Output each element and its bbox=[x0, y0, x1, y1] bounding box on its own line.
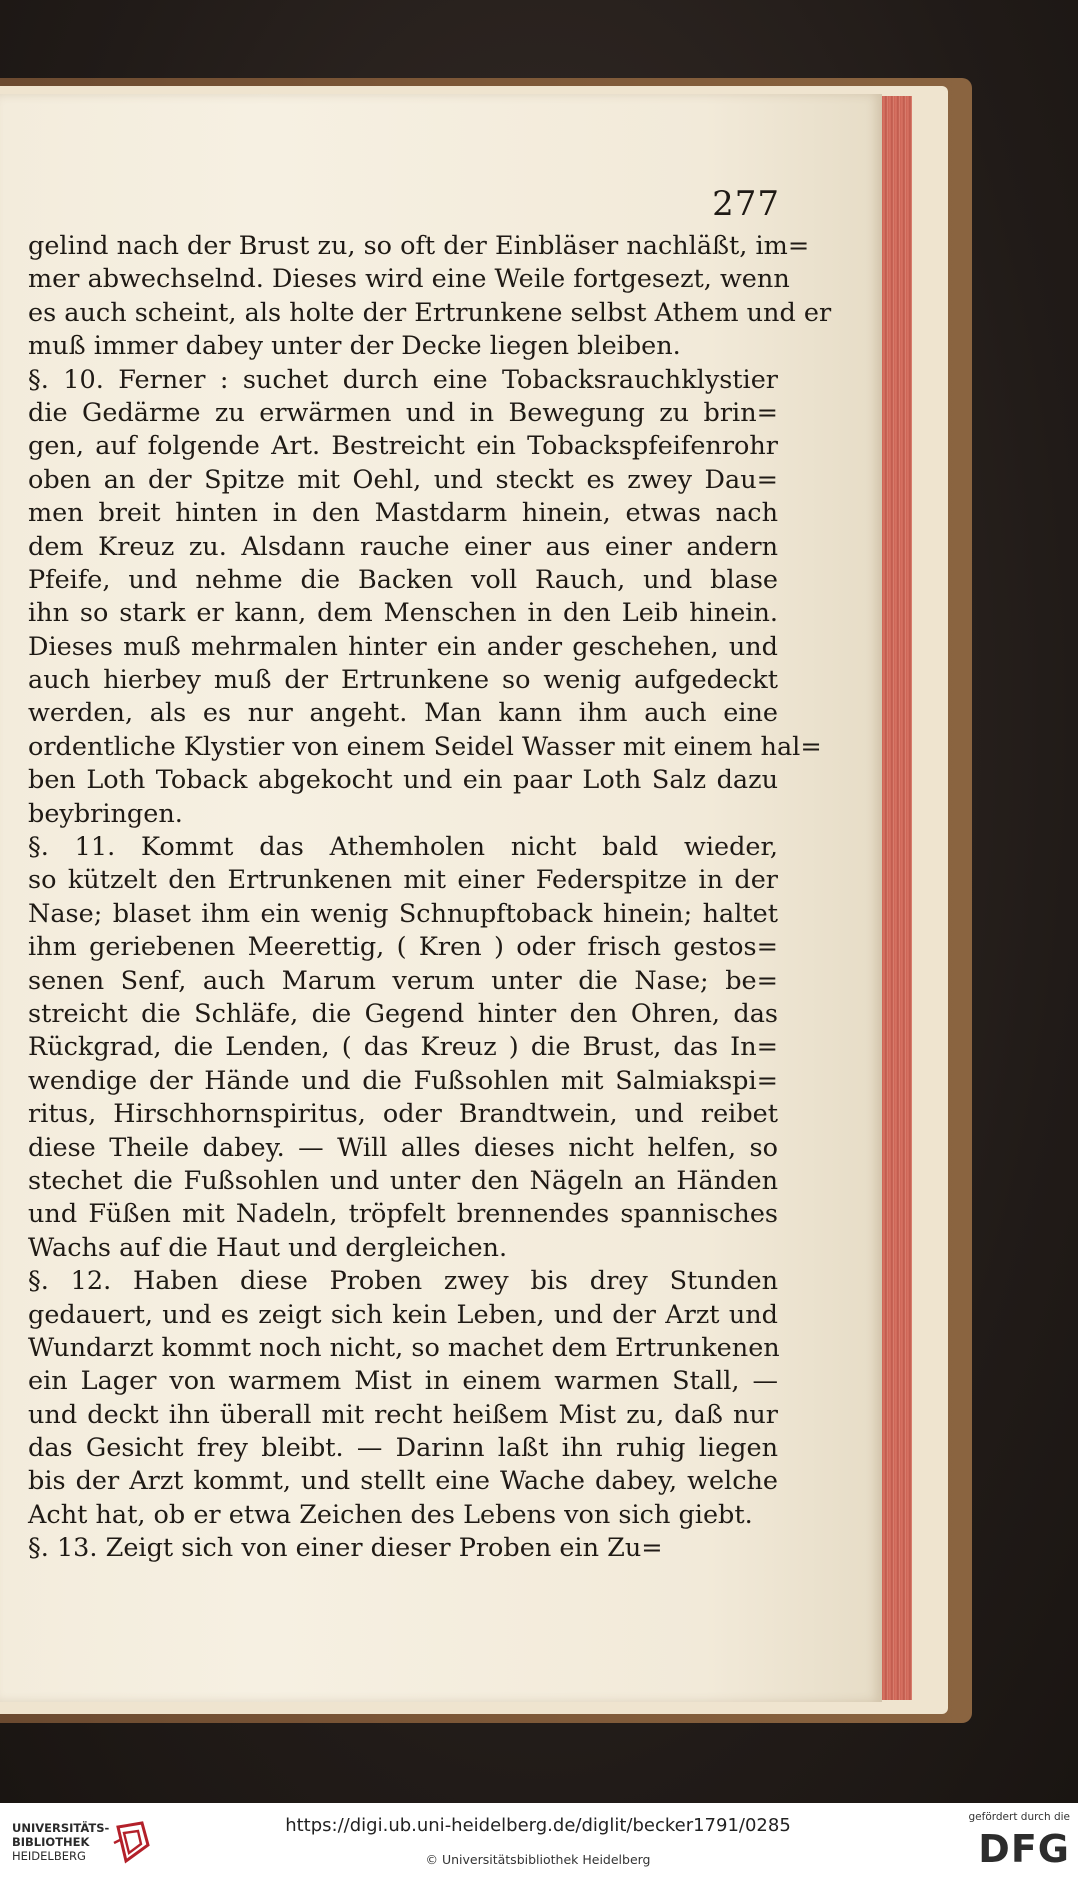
text-line: wendige der Hände und die Fußsohlen mit Salmiakspi= bbox=[28, 1065, 778, 1096]
text-line: §. 13. Zeigt sich von einer dieser Proben ein Zu= bbox=[28, 1533, 663, 1564]
text-line: ben Loth Toback abgekocht und ein paar Loth Salz dazu bbox=[28, 765, 778, 796]
permalink-url[interactable]: https://digi.ub.uni-heidelberg.de/diglit/becker1791/0285 bbox=[285, 1815, 791, 1836]
text-line: ritus, Hirschhornspiritus, oder Brandtwein, und reibet bbox=[28, 1099, 778, 1130]
text-line: oben an der Spitze mit Oehl, und steckt es zwey Dau= bbox=[28, 464, 778, 495]
text-line: ihm geriebenen Meerettig, ( Kren ) oder frisch gestos= bbox=[28, 932, 778, 963]
library-name-line2: BIBLIOTHEK bbox=[12, 1835, 90, 1849]
body-text bbox=[28, 230, 832, 1566]
library-emblem-icon bbox=[108, 1817, 158, 1867]
copyright-notice: © Universitätsbibliothek Heidelberg bbox=[425, 1852, 651, 1867]
text-line: senen Senf, auch Marum verum unter die Nase; be= bbox=[28, 965, 778, 996]
text-line: §. 10. Ferner : suchet durch eine Tobacksrauchklystier bbox=[28, 364, 778, 395]
text-line: das Gesicht frey bleibt. — Darinn laßt ihn ruhig liegen bbox=[28, 1433, 778, 1464]
text-line: ordentliche Klystier von einem Seidel Wasser mit einem hal= bbox=[28, 731, 822, 762]
text-line: men breit hinten in den Mastdarm hinein, etwas nach bbox=[28, 498, 778, 529]
text-line: gedauert, und es zeigt sich kein Leben, und der Arzt und bbox=[28, 1299, 778, 1330]
text-line: Dieses muß mehrmalen hinter ein ander geschehen, und bbox=[28, 631, 778, 662]
library-logo[interactable] bbox=[12, 1817, 162, 1867]
text-line: Wundarzt kommt noch nicht, so machet dem Ertrunkenen bbox=[28, 1332, 780, 1363]
text-line: Pfeife, und nehme die Backen voll Rauch, und blase bbox=[28, 564, 778, 595]
text-line: bis der Arzt kommt, und stellt eine Wache dabey, welche bbox=[28, 1466, 778, 1497]
text-line: diese Theile dabey. — Will alles dieses nicht helfen, so bbox=[28, 1132, 778, 1163]
viewer-footer bbox=[0, 1803, 1078, 1879]
text-line: mer abwechselnd. Dieses wird eine Weile fortgesezt, wenn bbox=[28, 264, 790, 295]
text-line: und Füßen mit Nadeln, tröpfelt brennendes spannisches bbox=[28, 1199, 778, 1230]
text-line: beybringen. bbox=[28, 798, 183, 829]
text-line: werden, als es nur angeht. Man kann ihm auch eine bbox=[28, 698, 778, 729]
text-line: so kützelt den Ertrunkenen mit einer Federspitze in der bbox=[28, 865, 778, 896]
funder-caption: gefördert durch die bbox=[968, 1811, 1070, 1823]
text-line: stechet die Fußsohlen und unter den Nägeln an Händen bbox=[28, 1165, 778, 1196]
text-line: streicht die Schläfe, die Gegend hinter den Ohren, das bbox=[28, 998, 778, 1029]
text-line: Acht hat, ob er etwa Zeichen des Lebens von sich giebt. bbox=[28, 1499, 753, 1530]
funder-badge[interactable] bbox=[950, 1811, 1070, 1873]
text-line: gen, auf folgende Art. Bestreicht ein Tobackspfeifenrohr bbox=[28, 431, 778, 462]
text-line: dem Kreuz zu. Alsdann rauche einer aus einer andern bbox=[28, 531, 778, 562]
text-line: §. 11. Kommt das Athemholen nicht bald wieder, bbox=[28, 832, 778, 863]
text-line: Wachs auf die Haut und dergleichen. bbox=[28, 1232, 508, 1263]
page-number: 277 bbox=[712, 184, 780, 224]
text-line: und deckt ihn überall mit recht heißem Mist zu, daß nur bbox=[28, 1399, 778, 1430]
dfg-logo: DFG bbox=[978, 1827, 1070, 1871]
text-line: Rückgrad, die Lenden, ( das Kreuz ) die Brust, das In= bbox=[28, 1032, 778, 1063]
library-name-line1: UNIVERSITÄTS- bbox=[12, 1821, 110, 1835]
text-line: Nase; blaset ihm ein wenig Schnupftoback hinein; haltet bbox=[28, 898, 778, 929]
text-line: §. 12. Haben diese Proben zwey bis drey Stunden bbox=[28, 1266, 778, 1297]
text-line: die Gedärme zu erwärmen und in Bewegung zu brin= bbox=[28, 397, 778, 428]
text-line: auch hierbey muß der Ertrunkene so wenig aufgedeckt bbox=[28, 665, 778, 696]
text-line: ihn so stark er kann, dem Menschen in den Leib hinein. bbox=[28, 598, 778, 629]
text-line: es auch scheint, als holte der Ertrunkene selbst Athem und er bbox=[28, 297, 832, 328]
library-name-line3: HEIDELBERG bbox=[12, 1849, 86, 1863]
text-line: ein Lager von warmem Mist in einem warmen Stall, — bbox=[28, 1366, 778, 1397]
text-line: gelind nach der Brust zu, so oft der Einbläser nachläßt, im= bbox=[28, 231, 810, 261]
text-line: muß immer dabey unter der Decke liegen bleiben. bbox=[28, 331, 681, 362]
